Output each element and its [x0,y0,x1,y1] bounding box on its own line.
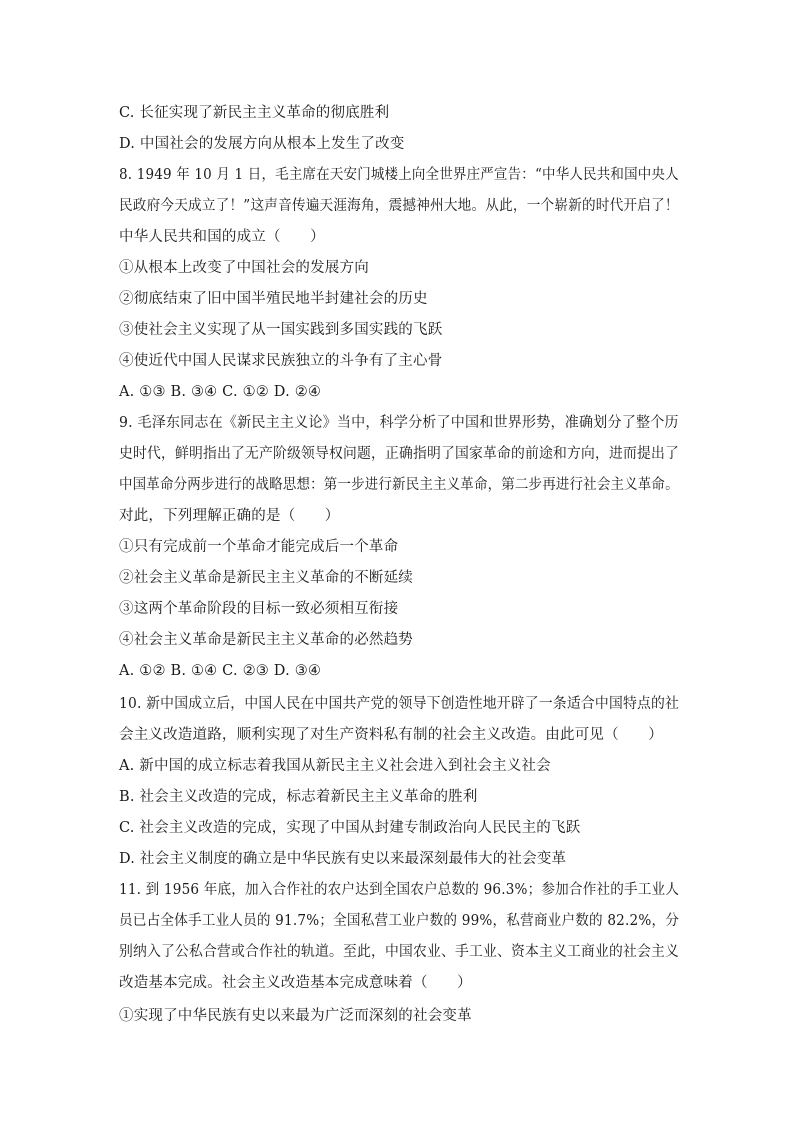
question-9-line-2: 史时代，鲜明指出了无产阶级领导权问题，正确指明了国家革命的前途和方向，进而提出了 [119,446,680,462]
question-11-line-4: 改造基本完成。社会主义改造基本完成意味着（ ） [119,975,472,991]
option-7c: C. 长征实现了新民主主义革命的彻底胜利 [119,105,390,121]
statement-8-4: ④使近代中国人民谋求民族独立的斗争有了主心骨 [119,353,443,369]
question-11-line-1: 11. 到 1956 年底，加入合作社的农户达到全国农户总数的 96.3%；参加合作社的手工业人 [119,882,680,898]
option-10b: B. 社会主义改造的完成，标志着新民主主义革命的胜利 [119,789,478,805]
statement-8-1: ①从根本上改变了中国社会的发展方向 [119,260,369,276]
option-10d: D. 社会主义制度的确立是中华民族有史以来最深刻最伟大的社会变革 [119,851,567,867]
question-8-line-1: 8. 1949 年 10 月 1 日，毛主席在天安门城楼上向全世界庄严宣告：“中华人民共和国中央人 [119,167,679,183]
option-7d: D. 中国社会的发展方向从根本上发生了改变 [119,136,405,152]
question-11-line-2: 员已占全体手工业人员的 91.7%；全国私营工业户数的 99%，私营商业户数的 82.2%，分 [119,913,680,929]
question-10-line-1: 10. 新中国成立后，中国人民在中国共产党的领导下创造性地开辟了一条适合中国特点的社 [119,696,680,712]
statement-9-2: ②社会主义革命是新民主主义革命的不断延续 [119,570,413,586]
question-9-line-1: 9. 毛泽东同志在《新民主主义论》当中，科学分析了中国和世界形势，准确划分了整个历 [119,415,679,431]
statement-8-2: ②彻底结束了旧中国半殖民地半封建社会的历史 [119,291,428,307]
statement-9-4: ④社会主义革命是新民主主义革命的必然趋势 [119,632,413,648]
question-8-line-3: 中华人民共和国的成立（ ） [119,229,325,245]
statement-9-1: ①只有完成前一个革命才能完成后一个革命 [119,539,399,555]
statement-9-3: ③这两个革命阶段的目标一致必须相互衔接 [119,601,399,617]
option-10a: A. 新中国的成立标志着我国从新民主主义社会进入到社会主义社会 [119,758,551,774]
question-8-line-2: 民政府今天成立了！”这声音传遍天涯海角，震撼神州大地。从此，一个崭新的时代开启了！ [119,198,679,214]
question-11-line-3: 别纳入了公私合营或合作社的轨道。至此，中国农业、手工业、资本主义工商业的社会主义 [119,944,680,960]
answer-options-8: A. ①③ B. ③④ C. ①② D. ②④ [119,384,322,400]
answer-options-9: A. ①② B. ①④ C. ②③ D. ③④ [119,663,322,679]
question-9-line-4: 对此，下列理解正确的是（ ） [119,508,340,524]
question-10-line-2: 会主义改造道路，顺利实现了对生产资料私有制的社会主义改造。由此可见（ ） [119,727,663,743]
question-9-line-3: 中国革命分两步进行的战略思想：第一步进行新民主主义革命，第二步再进行社会主义革命。 [119,477,679,493]
statement-11-1: ①实现了中华民族有史以来最为广泛而深刻的社会变革 [119,1008,472,1024]
statement-8-3: ③使社会主义实现了从一国实践到多国实践的飞跃 [119,322,443,338]
option-10c: C. 社会主义改造的完成，实现了中国从封建专制政治向人民民主的飞跃 [119,820,581,836]
